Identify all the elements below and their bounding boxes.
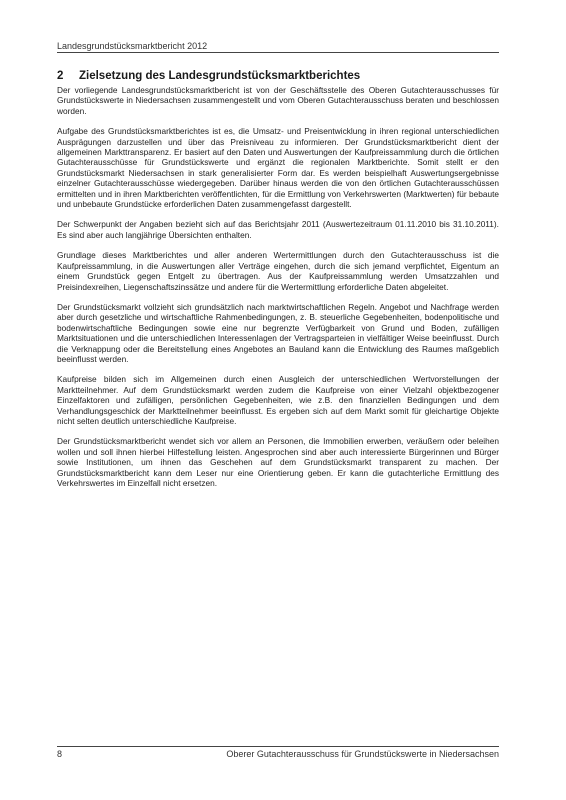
paragraph-reporting-year: Der Schwerpunkt der Angaben bezieht sich auf das Berichtsjahr 2011 (Auswertezeitraum 01.11.2010 bis 31.10.2011). Es sind aber auch langjährige Übersichten enthalten. xyxy=(57,219,499,240)
header-divider xyxy=(57,52,499,53)
section-title: Zielsetzung des Landesgrundstücksmarktberichtes xyxy=(79,70,361,82)
section-content xyxy=(57,69,499,498)
section-number: 2 xyxy=(57,70,64,82)
paragraph-intro: Der vorliegende Landesgrundstücksmarktbericht ist von der Geschäftsstelle des Oberen Gutachterausschusses für Grundstückswerte in Niedersachsen zusammengestellt und vom Oberen Gutachterausschuss beraten und beschlossen worden. xyxy=(57,85,499,116)
paragraph-prices: Kaufpreise bilden sich im Allgemeinen durch einen Ausgleich der unterschiedlichen Wertvorstellungen der Marktteilnehmer. Auf dem Grundstücksmarkt werden zudem die Kaufpreise von einer Vielzahl objektbezogener Einzelfaktoren und zufälligen, persönlichen Gegebenheiten, wie z.B. den finanziellen Bedingungen und dem Verhandlungsgeschick der Marktteilnehmer beeinflusst. Es ergeben sich auf dem Markt somit für gleichartige Objekte nicht selten deutlich unterschiedliche Kaufpreise. xyxy=(57,374,499,426)
paragraph-basis: Grundlage dieses Marktberichtes und aller anderen Wertermittlungen durch den Gutachterausschuss ist die Kaufpreissammlung, in die Auswertungen aller Verträge eingehen, durch die sich jemand verpflichtet, Eigentum an einem Grundstück gegen Entgelt zu übertragen. Aus der Kaufpreissammlung werden Umsatzzahlen und Preisindexreihen, Liegenschaftszinssätze und andere für die Wertermittlung erforderliche Daten abgeleitet. xyxy=(57,250,499,292)
paragraph-market-rules: Der Grundstücksmarkt vollzieht sich grundsätzlich nach marktwirtschaftlichen Regeln. Angebot und Nachfrage werden aber durch gesetzliche und wirtschaftliche Rahmenbedingungen, z. B. steuerliche Gegebenheiten, bodenpolitische und bodenwirtschaftliche Bedingungen sowie eine nur begrenzte Verfügbarkeit von Grund und Boden, zufälligen Marktsituationen und die unterschiedlichen Interessenlagen der Vertragsparteien in vielfältiger Weise beeinflusst. Durch die Verknappung oder die Bereitstellung eines Angebotes an Bauland kann die Entwicklung des Raumes maßgeblich beeinflusst werden. xyxy=(57,301,499,364)
paragraph-purpose: Aufgabe des Grundstücksmarktberichtes ist es, die Umsatz- und Preisentwicklung in ihren regional unterschiedlichen Ausprägungen darzustellen und über das Preisniveau zu informieren. Der Grundstücksmarktbericht dient der allgemeinen Markttransparenz. Er basiert auf den Daten und Auswertungen der Kaufpreissammlung durch die örtlichen Gutachterausschüsse für Grundstückswerte und ergänzt die regionalen Marktberichte. Somit stellt er den Grundstücksmarkt Niedersachsen in stark generalisierter Form dar. Es werden beispielhaft Auswertungsergebnisse einzelner Gutachterausschüsse wiedergegeben. Darüber hinaus werden die von den örtlichen Gutachterausschüssen ermittelten und in ihren Marktberichten veröffentlichten, für die Ermittlung von Verkehrswerten (Marktwerten) für bebaute und unbebaute Grundstücke erforderlichen Daten zusammengefasst dargestellt. xyxy=(57,126,499,210)
page-number: 8 xyxy=(57,749,63,759)
footer-divider xyxy=(57,746,499,747)
page-footer xyxy=(57,749,499,760)
paragraph-audience: Der Grundstücksmarktbericht wendet sich vor allem an Personen, die Immobilien erwerben, veräußern oder beleihen wollen und soll ihnen hierbei Hilfestellung leisten. Angesprochen sind aber auch interessierte Bürgerinnen und Bürger sowie Institutionen, um ihnen das Geschehen auf dem Grundstücksmarkt transparent zu machen. Der Grundstücksmarktbericht kann dem Leser nur eine Orientierung geben. Er kann die gutachterliche Ermittlung des Verkehrswertes im Einzelfall nicht ersetzen. xyxy=(57,436,499,488)
running-header: Landesgrundstücksmarktbericht 2012 xyxy=(57,41,208,51)
section-heading xyxy=(57,69,499,83)
footer-publisher: Oberer Gutachterausschuss für Grundstückswerte in Niedersachsen xyxy=(226,749,499,759)
